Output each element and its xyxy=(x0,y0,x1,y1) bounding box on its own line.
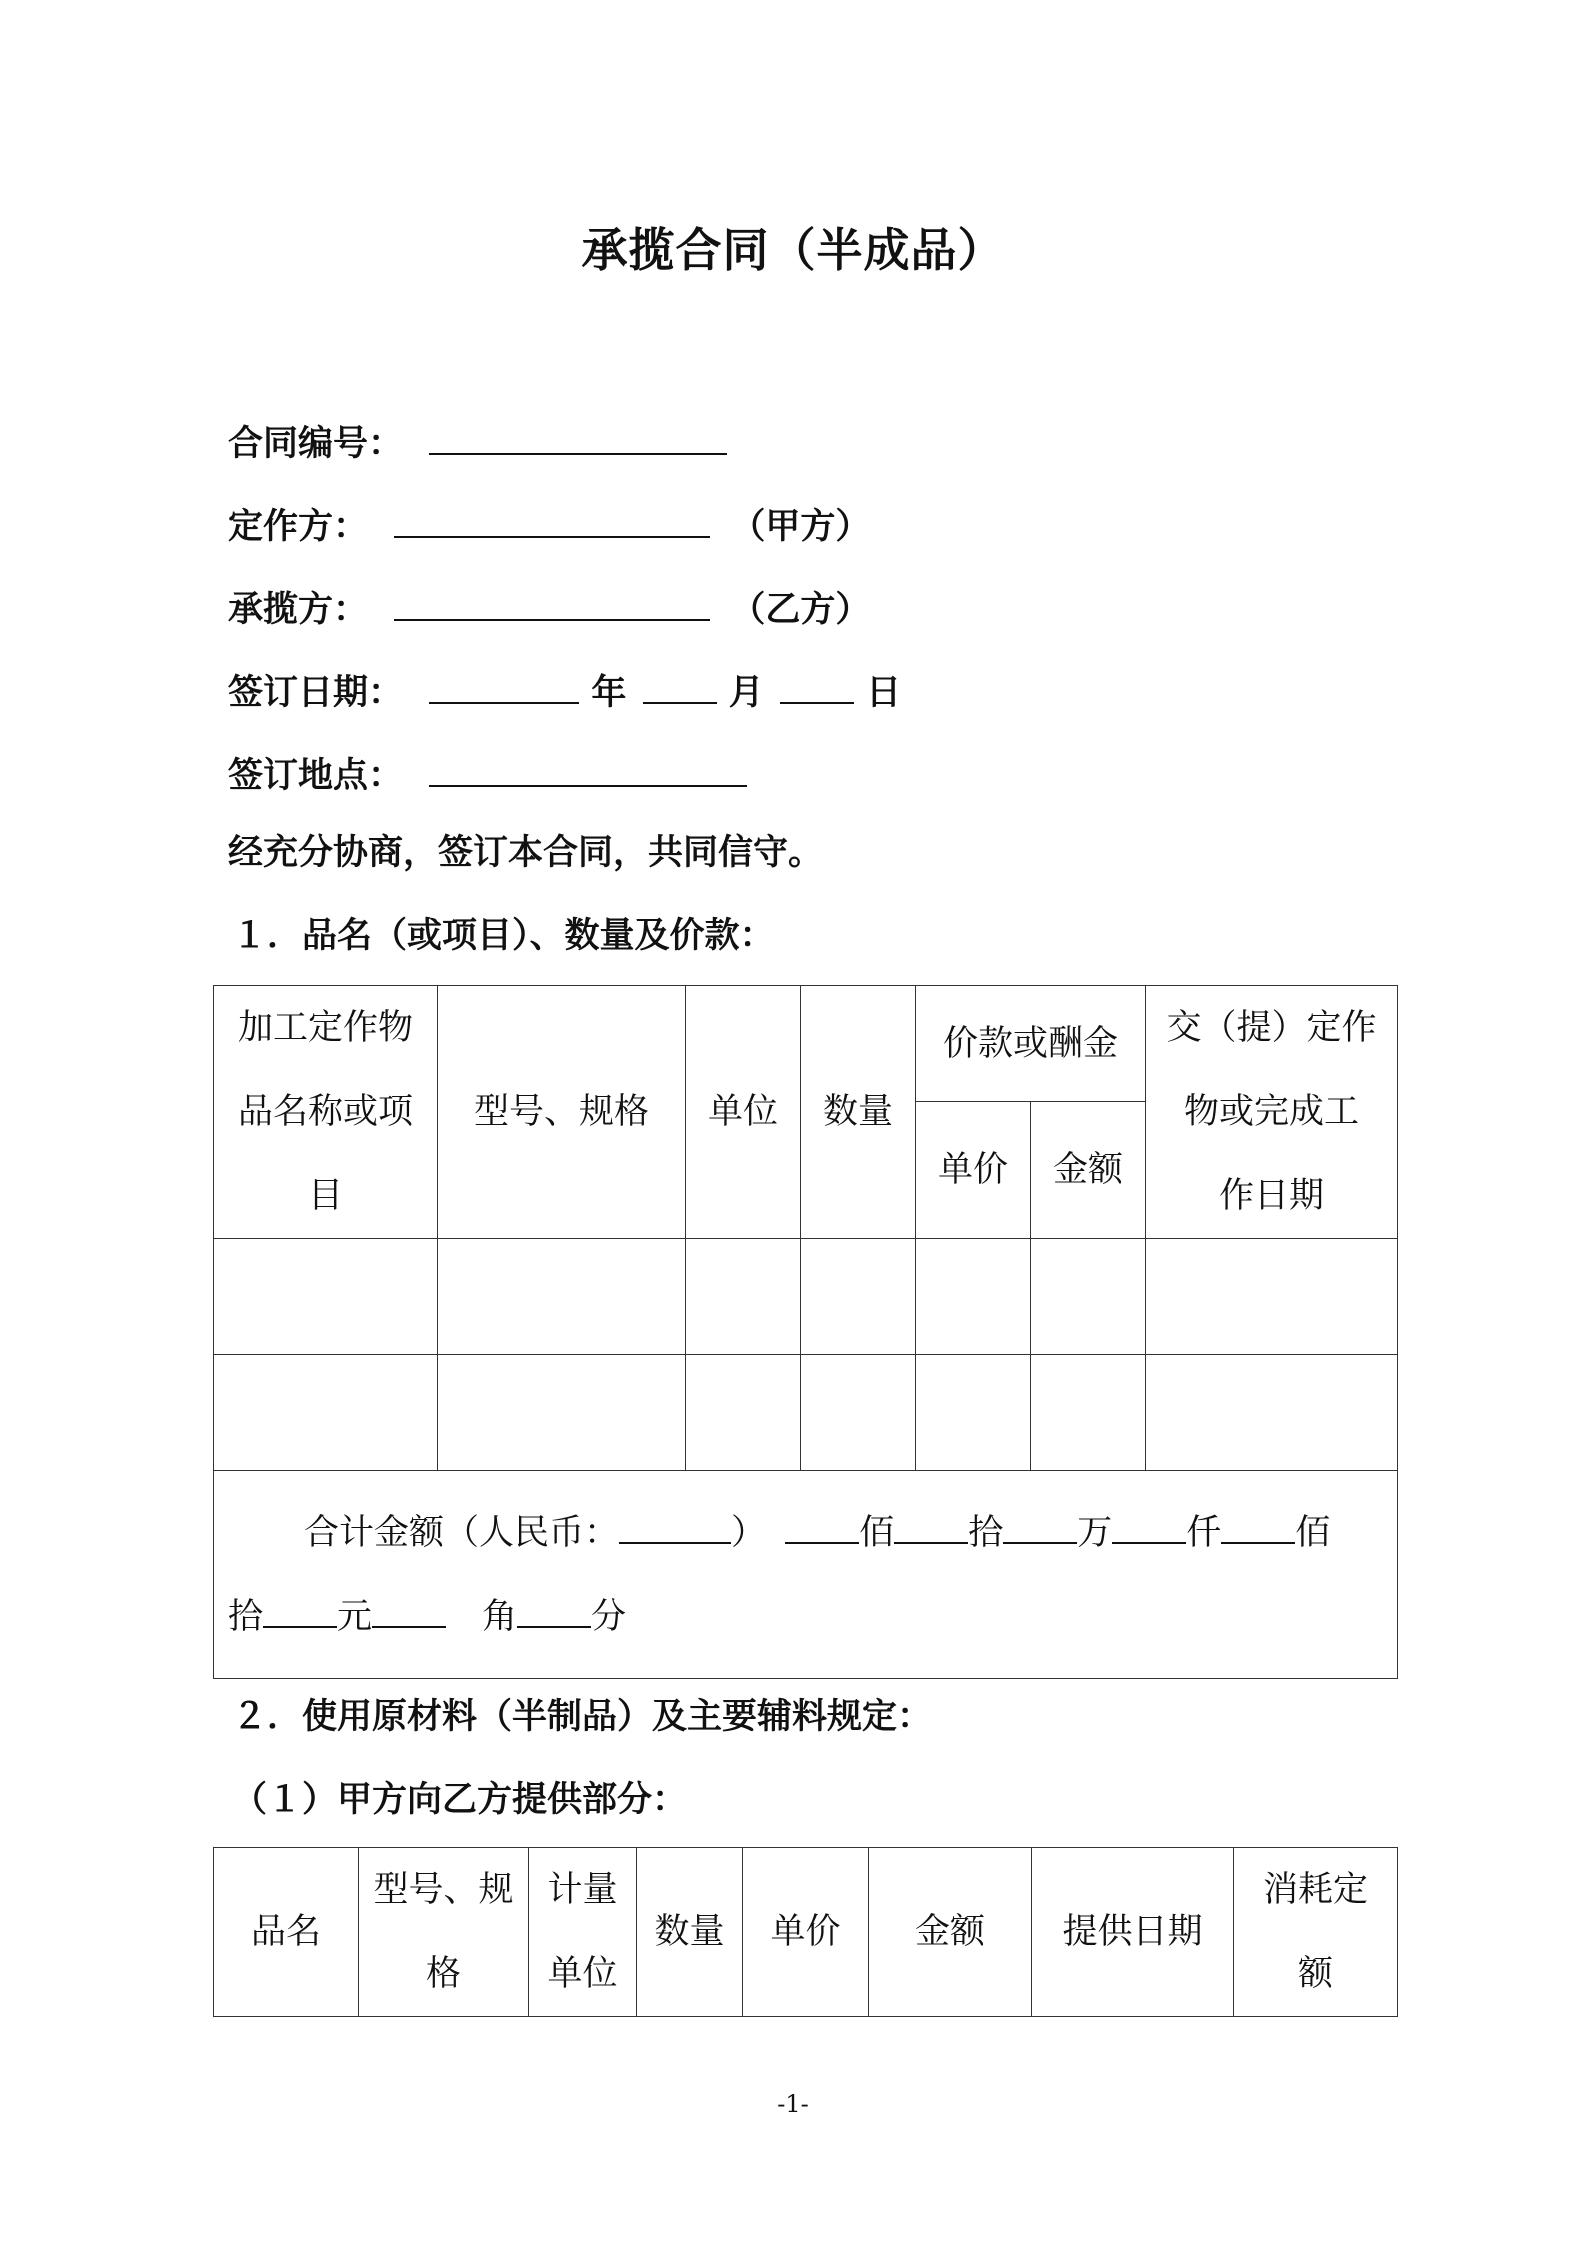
table-cell[interactable] xyxy=(686,1239,801,1355)
header-measure-unit-line2: 单位 xyxy=(547,1954,618,1994)
sign-place-field[interactable] xyxy=(429,745,747,787)
hundred-field[interactable] xyxy=(1221,1504,1295,1544)
orderer-line xyxy=(228,496,870,546)
section2-heading: ２．使用原材料（半制品）及主要辅料规定： xyxy=(232,1697,933,1737)
header-material-amount: 金额 xyxy=(869,1848,1032,2017)
header-delivery-date-line3: 作日期 xyxy=(1219,1176,1325,1216)
total-rmb-field[interactable] xyxy=(619,1504,731,1544)
day-label: 日 xyxy=(866,673,902,713)
intro-text: 经充分协商，签订本合同，共同信守。 xyxy=(228,833,824,873)
header-supply-date: 提供日期 xyxy=(1032,1848,1234,2017)
contract-number-label: 合同编号： xyxy=(228,424,404,464)
orderer-suffix: （甲方） xyxy=(730,507,871,547)
orderer-label: 定作方： xyxy=(228,507,369,547)
unit-ten-thousand: 万 xyxy=(1077,1512,1113,1553)
header-consumption-quota-line1: 消耗定 xyxy=(1262,1870,1368,1910)
header-measure-unit-line1: 计量 xyxy=(547,1870,618,1910)
section2-sub1: （１）甲方向乙方提供部分： xyxy=(232,1780,688,1820)
day-field[interactable] xyxy=(780,662,854,704)
header-delivery-date xyxy=(1146,986,1398,1239)
table-cell[interactable] xyxy=(1146,1355,1398,1471)
header-consumption-quota xyxy=(1234,1848,1398,2017)
table-cell[interactable] xyxy=(438,1239,686,1355)
header-item-name-line1: 加工定作物 xyxy=(237,1008,413,1048)
header-material-name: 品名 xyxy=(214,1848,359,2017)
contractor-line xyxy=(228,579,870,629)
sign-date-label: 签订日期： xyxy=(228,673,404,713)
contract-number-line xyxy=(228,413,727,463)
total-close: ） xyxy=(731,1512,767,1553)
header-price-group: 价款或酬金 xyxy=(916,986,1146,1102)
table-cell[interactable] xyxy=(916,1239,1031,1355)
sign-place-label: 签订地点： xyxy=(228,756,404,796)
table-cell[interactable] xyxy=(214,1355,438,1471)
table-cell[interactable] xyxy=(801,1355,916,1471)
materials-table xyxy=(213,1847,1398,2017)
unit-ten: 拾 xyxy=(228,1596,264,1637)
header-material-model-line2: 格 xyxy=(425,1954,461,1994)
contract-number-field[interactable] xyxy=(429,413,727,455)
total-amount-cell xyxy=(214,1471,1398,1679)
page-number: -1- xyxy=(777,2090,809,2118)
header-delivery-date-line1: 交（提）定作 xyxy=(1166,1008,1377,1048)
header-material-model-line1: 型号、规 xyxy=(373,1870,514,1910)
total-line1 xyxy=(228,1491,1383,1575)
table-cell[interactable] xyxy=(214,1239,438,1355)
header-quantity: 数量 xyxy=(801,986,916,1239)
sign-place-line xyxy=(228,745,747,795)
contractor-field[interactable] xyxy=(394,579,710,621)
header-consumption-quota-line2: 额 xyxy=(1297,1954,1333,1994)
header-amount: 金额 xyxy=(1031,1102,1146,1239)
header-material-price: 单价 xyxy=(743,1848,869,2017)
header-unit-price: 单价 xyxy=(916,1102,1031,1239)
unit-hundred-million: 佰 xyxy=(859,1512,895,1553)
thousand-field[interactable] xyxy=(1112,1504,1186,1544)
header-item-name xyxy=(214,986,438,1239)
header-item-name-line2: 品名称或项 xyxy=(237,1092,413,1132)
year-label: 年 xyxy=(591,673,627,713)
header-measure-unit xyxy=(529,1848,637,2017)
header-unit: 单位 xyxy=(686,986,801,1239)
unit-fen: 分 xyxy=(591,1596,627,1637)
unit-jiao: 角 xyxy=(482,1596,518,1637)
month-label: 月 xyxy=(728,673,764,713)
header-material-qty: 数量 xyxy=(637,1848,743,2017)
total-label: 合计金额（人民币： xyxy=(304,1512,620,1553)
contractor-label: 承揽方： xyxy=(228,590,369,630)
table-cell[interactable] xyxy=(1146,1239,1398,1355)
orderer-field[interactable] xyxy=(394,496,710,538)
month-field[interactable] xyxy=(643,662,717,704)
fen-field[interactable] xyxy=(517,1588,591,1628)
unit-yuan: 元 xyxy=(337,1596,373,1637)
table-cell[interactable] xyxy=(916,1355,1031,1471)
items-table xyxy=(213,985,1398,1679)
table-row xyxy=(214,1355,1398,1471)
jiao-field[interactable] xyxy=(372,1588,446,1628)
header-material-model xyxy=(359,1848,529,2017)
total-line2 xyxy=(228,1575,1383,1659)
table-cell[interactable] xyxy=(686,1355,801,1471)
ten-million-field[interactable] xyxy=(894,1504,968,1544)
year-field[interactable] xyxy=(429,662,579,704)
header-item-name-line3: 目 xyxy=(307,1176,343,1216)
table-cell[interactable] xyxy=(438,1355,686,1471)
header-delivery-date-line2: 物或完成工 xyxy=(1184,1092,1360,1132)
table-row xyxy=(214,1239,1398,1355)
yuan-field[interactable] xyxy=(263,1588,337,1628)
page-title: 承揽合同（半成品） xyxy=(581,223,1005,277)
table-cell[interactable] xyxy=(801,1239,916,1355)
unit-thousand: 仟 xyxy=(1186,1512,1222,1553)
contractor-suffix: （乙方） xyxy=(730,590,871,630)
table-cell[interactable] xyxy=(1031,1355,1146,1471)
header-model: 型号、规格 xyxy=(438,986,686,1239)
unit-hundred: 佰 xyxy=(1295,1512,1331,1553)
table-cell[interactable] xyxy=(1031,1239,1146,1355)
section1-heading: １．品名（或项目）、数量及价款： xyxy=(232,916,775,956)
unit-ten-million: 拾 xyxy=(968,1512,1004,1553)
hundred-million-field[interactable] xyxy=(785,1504,859,1544)
sign-date-line xyxy=(228,662,901,712)
ten-thousand-field[interactable] xyxy=(1003,1504,1077,1544)
